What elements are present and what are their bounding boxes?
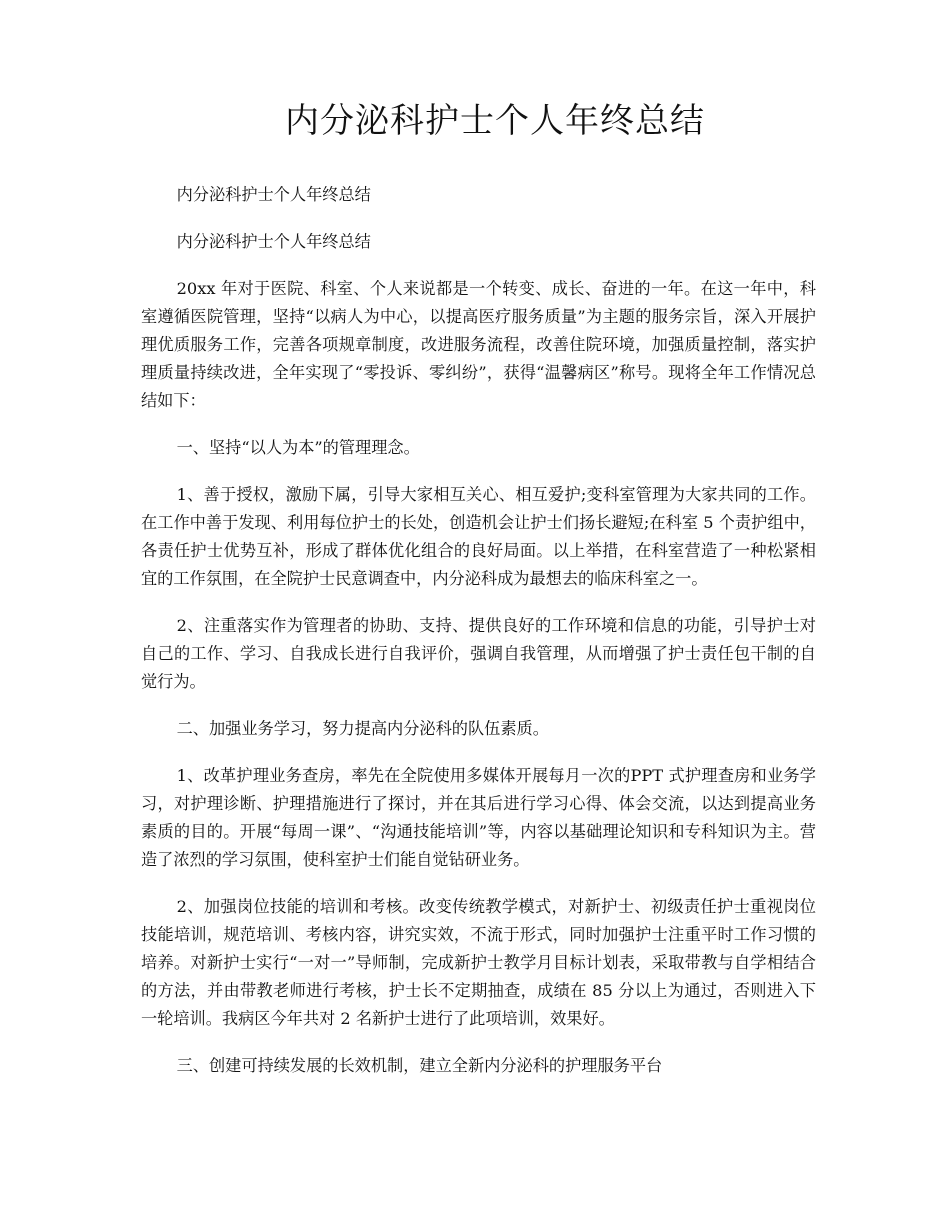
document-title: 内分泌科护士个人年终总结 <box>285 101 705 141</box>
section-heading-3: 三、创建可持续发展的长效机制，建立全新内分泌科的护理服务平台 <box>176 1056 663 1075</box>
paragraph-subtitle-1: 内分泌科护士个人年终总结 <box>176 185 371 204</box>
paragraph-1-1: 1、善于授权，激励下属，引导大家相互关心、相互爱护;变科室管理为大家共同的工作。在工作中善于发现、利用每位护士的长处，创造机会让护士们扬长避短;在科室 5 个责护组中，各责任护士优势互补，形成了群体优化组合的良好局面。以上举措，在科室营造了一种松紧相宜的工作氛围，在全院护士民意调查中，内分泌科成为最想去的临床科室之一。 <box>141 485 816 588</box>
paragraph-2-1: 1、改革护理业务查房，率先在全院使用多媒体开展每月一次的PPT 式护理查房和业务学习，对护理诊断、护理措施进行了探讨，并在其后进行学习心得、体会交流，以达到提高业务素质的目的。开展“每周一课”、“沟通技能培训”等，内容以基础理论知识和专科知识为主。营造了浓烈的学习氛围，使科室护士们能自觉钻研业务。 <box>141 766 816 869</box>
paragraph-1-2: 2、注重落实作为管理者的协助、支持、提供良好的工作环境和信息的功能，引导护士对自己的工作、学习、自我成长进行自我评价，强调自我管理，从而增强了护士责任包干制的自觉行为。 <box>141 616 816 691</box>
section-heading-1: 一、坚持“以人为本”的管理理念。 <box>176 438 420 457</box>
paragraph-2-2: 2、加强岗位技能的培训和考核。改变传统教学模式，对新护士、初级责任护士重视岗位技能培训，规范培训、考核内容，讲究实效，不流于形式，同时加强护士注重平时工作习惯的培养。对新护士实行“一对一”导师制，完成新护士教学月目标计划表，采取带教与自学相结合的方法，并由带教老师进行考核，护士长不定期抽查，成绩在 85 分以上为通过，否则进入下一轮培训。我病区今年共对 2 名新护士进行了此项培训，效果好。 <box>141 897 816 1028</box>
paragraph-subtitle-2: 内分泌科护士个人年终总结 <box>176 232 371 251</box>
document-body <box>141 181 816 1099</box>
section-heading-2: 二、加强业务学习，努力提高内分泌科的队伍素质。 <box>176 719 549 738</box>
paragraph-intro: 20xx 年对于医院、科室、个人来说都是一个转变、成长、奋进的一年。在这一年中，科室遵循医院管理，坚持“以病人为中心，以提高医疗服务质量”为主题的服务宗旨，深入开展护理优质服务工作，完善各项规章制度，改进服务流程，改善住院环境，加强质量控制，落实护理质量持续改进，全年实现了“零投诉、零纠纷”，获得“温馨病区”称号。现将全年工作情况总结如下： <box>141 279 816 410</box>
